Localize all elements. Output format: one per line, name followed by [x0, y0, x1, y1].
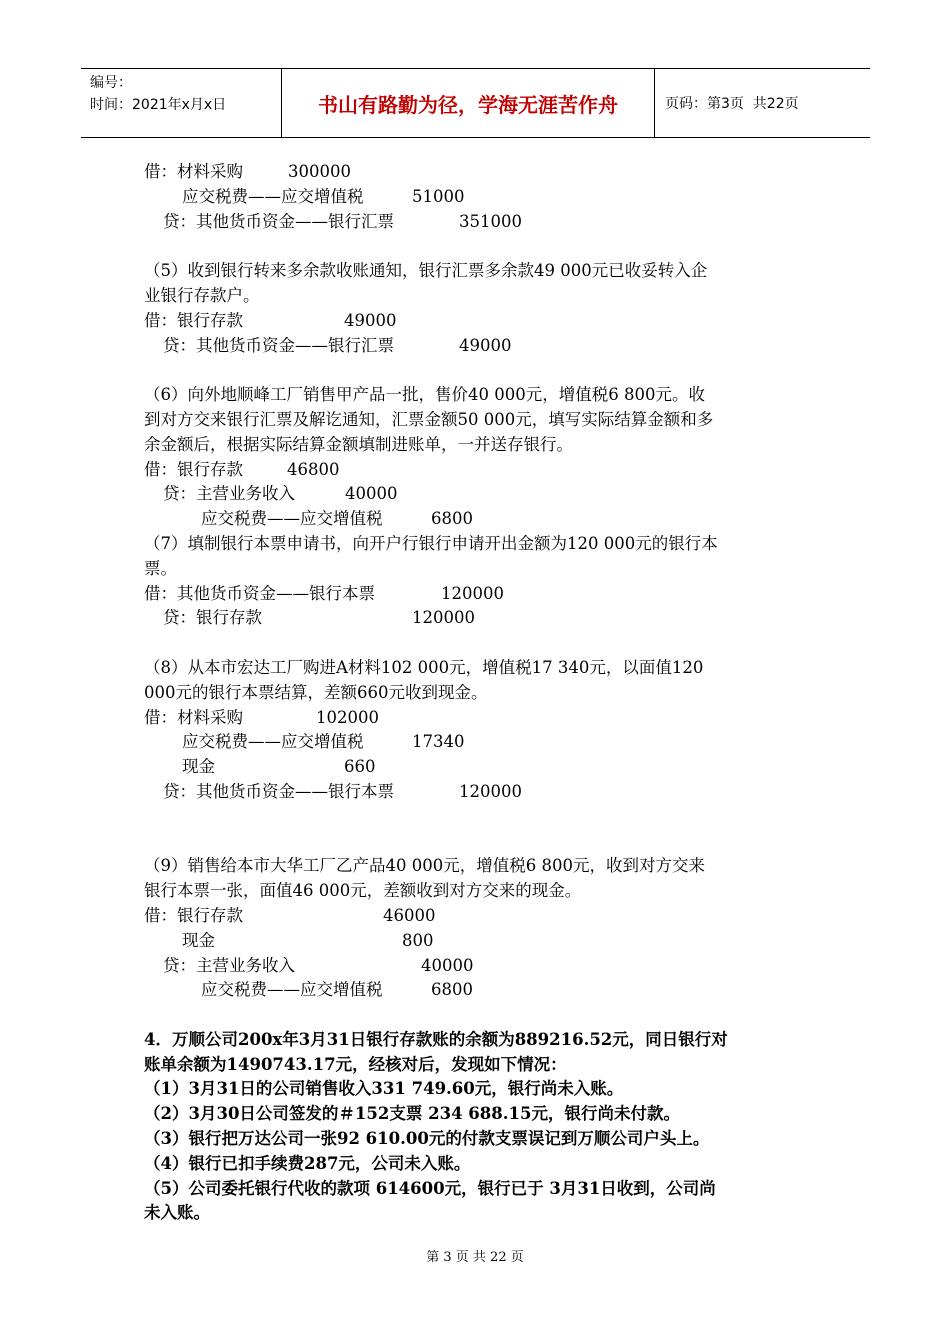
- journal-line: [144, 582, 809, 607]
- list-item: （1）3月31日的公司销售收入331 749.60元，银行尚未入账。: [144, 1079, 624, 1099]
- amount: 17340: [412, 732, 465, 752]
- journal-line: [144, 730, 809, 755]
- amount: 300000: [288, 162, 351, 181]
- journal-line: [144, 334, 809, 359]
- question-text: 000元的银行本票结算，差额660元收到现金。: [144, 682, 488, 702]
- amount: 40000: [421, 955, 474, 975]
- journal-line: [144, 210, 809, 235]
- list-item: （4）银行已扣手续费287元，公司未入账。: [144, 1153, 471, 1173]
- question-text: （5）收到银行转来多余款收账通知，银行汇票多余款49 000元已收妥转入企: [144, 261, 708, 281]
- account-name: 贷：主营业务收入: [163, 484, 295, 504]
- question-text: 银行本票一张，面值46 000元，差额收到对方交来的现金。: [144, 881, 582, 901]
- journal-line: [144, 904, 809, 929]
- journal-line: [144, 309, 809, 334]
- account-name: 应交税费——应交增值税: [182, 732, 364, 752]
- journal-line: [144, 780, 809, 805]
- account-name: 借：其他货币资金——银行本票: [144, 583, 375, 603]
- header-motto: 书山有路勤为径，学海无涯苦作舟: [282, 69, 655, 137]
- journal-line: [144, 185, 809, 210]
- question-text: （8）从本市宏达工厂购进A材料102 000元，增值税17 340元，以面值120: [144, 657, 704, 677]
- header-meta: [81, 69, 282, 137]
- account-name: 借：银行存款: [144, 459, 243, 479]
- amount: 40000: [345, 484, 398, 504]
- question-text: 票。: [144, 558, 177, 578]
- question-text: 账单余额为1490743.17元，经核对后，发现如下情况：: [144, 1054, 567, 1074]
- page-number-label: 页码：第3页 共22页: [665, 96, 799, 112]
- account-name: 贷：银行存款: [163, 608, 262, 628]
- account-name: 贷：其他货币资金——银行本票: [163, 781, 394, 801]
- question-text: （6）向外地顺峰工厂销售甲产品一批，售价40 000元，增值税6 800元。收: [144, 385, 705, 405]
- journal-line: [144, 954, 809, 979]
- question-text: （9）销售给本市大华工厂乙产品40 000元，增值税6 800元，收到对方交来: [144, 856, 705, 876]
- account-name: 借：银行存款: [144, 905, 243, 925]
- header-page-number: [655, 69, 870, 137]
- journal-line: [144, 160, 809, 185]
- journal-line: [144, 458, 809, 483]
- account-name: 借：材料采购: [144, 707, 243, 727]
- amount: 120000: [459, 781, 522, 801]
- account-name: 应交税费——应交增值税: [201, 980, 383, 1000]
- question-text: （7）填制银行本票申请书，向开户行银行申请开出金额为120 000元的银行本: [144, 533, 718, 553]
- account-name: 借：材料采购: [144, 162, 243, 181]
- amount: 120000: [412, 608, 475, 628]
- amount: 49000: [459, 335, 512, 355]
- list-item: （3）银行把万达公司一张92 610.00元的付款支票误记到万顺公司户头上。: [144, 1129, 710, 1149]
- account-name: 贷：主营业务收入: [163, 955, 295, 975]
- amount: 351000: [459, 211, 522, 231]
- journal-line: [144, 482, 809, 507]
- amount: 6800: [431, 509, 473, 529]
- amount: 120000: [441, 583, 504, 603]
- amount: 46800: [287, 459, 340, 479]
- amount: 51000: [412, 186, 465, 206]
- journal-line: [144, 507, 809, 532]
- journal-line: [144, 606, 809, 631]
- account-name: 现金: [182, 930, 215, 950]
- journal-line: [144, 929, 809, 954]
- list-item: 未入账。: [144, 1203, 210, 1223]
- amount: 6800: [431, 980, 473, 1000]
- question-text: 4．万顺公司200x年3月31日银行存款账的余额为889216.52元，同日银行对: [144, 1029, 728, 1049]
- account-name: 应交税费——应交增值税: [201, 509, 383, 529]
- question-text: 到对方交来银行汇票及解讫通知，汇票金额50 000元，填写实际结算金额和多: [144, 409, 714, 429]
- page-footer: 第 3 页 共 22 页: [426, 1250, 524, 1265]
- account-name: 贷：其他货币资金——银行汇票: [163, 211, 394, 231]
- account-name: 应交税费——应交增值税: [182, 186, 364, 206]
- serial-number-label: 编号：: [90, 75, 132, 91]
- account-name: 贷：其他货币资金——银行汇票: [163, 335, 394, 355]
- journal-line: [144, 755, 809, 780]
- amount: 660: [344, 757, 376, 777]
- date-label: 时间：2021年x月x日: [90, 97, 227, 113]
- amount: 49000: [344, 310, 397, 330]
- amount: 102000: [316, 707, 379, 727]
- journal-line: [144, 978, 809, 1003]
- journal-line: [144, 706, 809, 731]
- question-text: 业银行存款户。: [144, 285, 260, 305]
- document-body: [144, 160, 809, 1226]
- account-name: 借：银行存款: [144, 310, 243, 330]
- page-header: [81, 68, 870, 138]
- account-name: 现金: [182, 757, 215, 777]
- amount: 800: [402, 930, 434, 950]
- list-item: （2）3月30日公司签发的＃152支票 234 688.15元，银行尚未付款。: [144, 1104, 680, 1124]
- question-text: 余金额后，根据实际结算金额填制进账单，一并送存银行。: [144, 434, 573, 454]
- amount: 46000: [383, 905, 436, 925]
- list-item: （5）公司委托银行代收的款项 614600元，银行已于 3月31日收到，公司尚: [144, 1178, 716, 1198]
